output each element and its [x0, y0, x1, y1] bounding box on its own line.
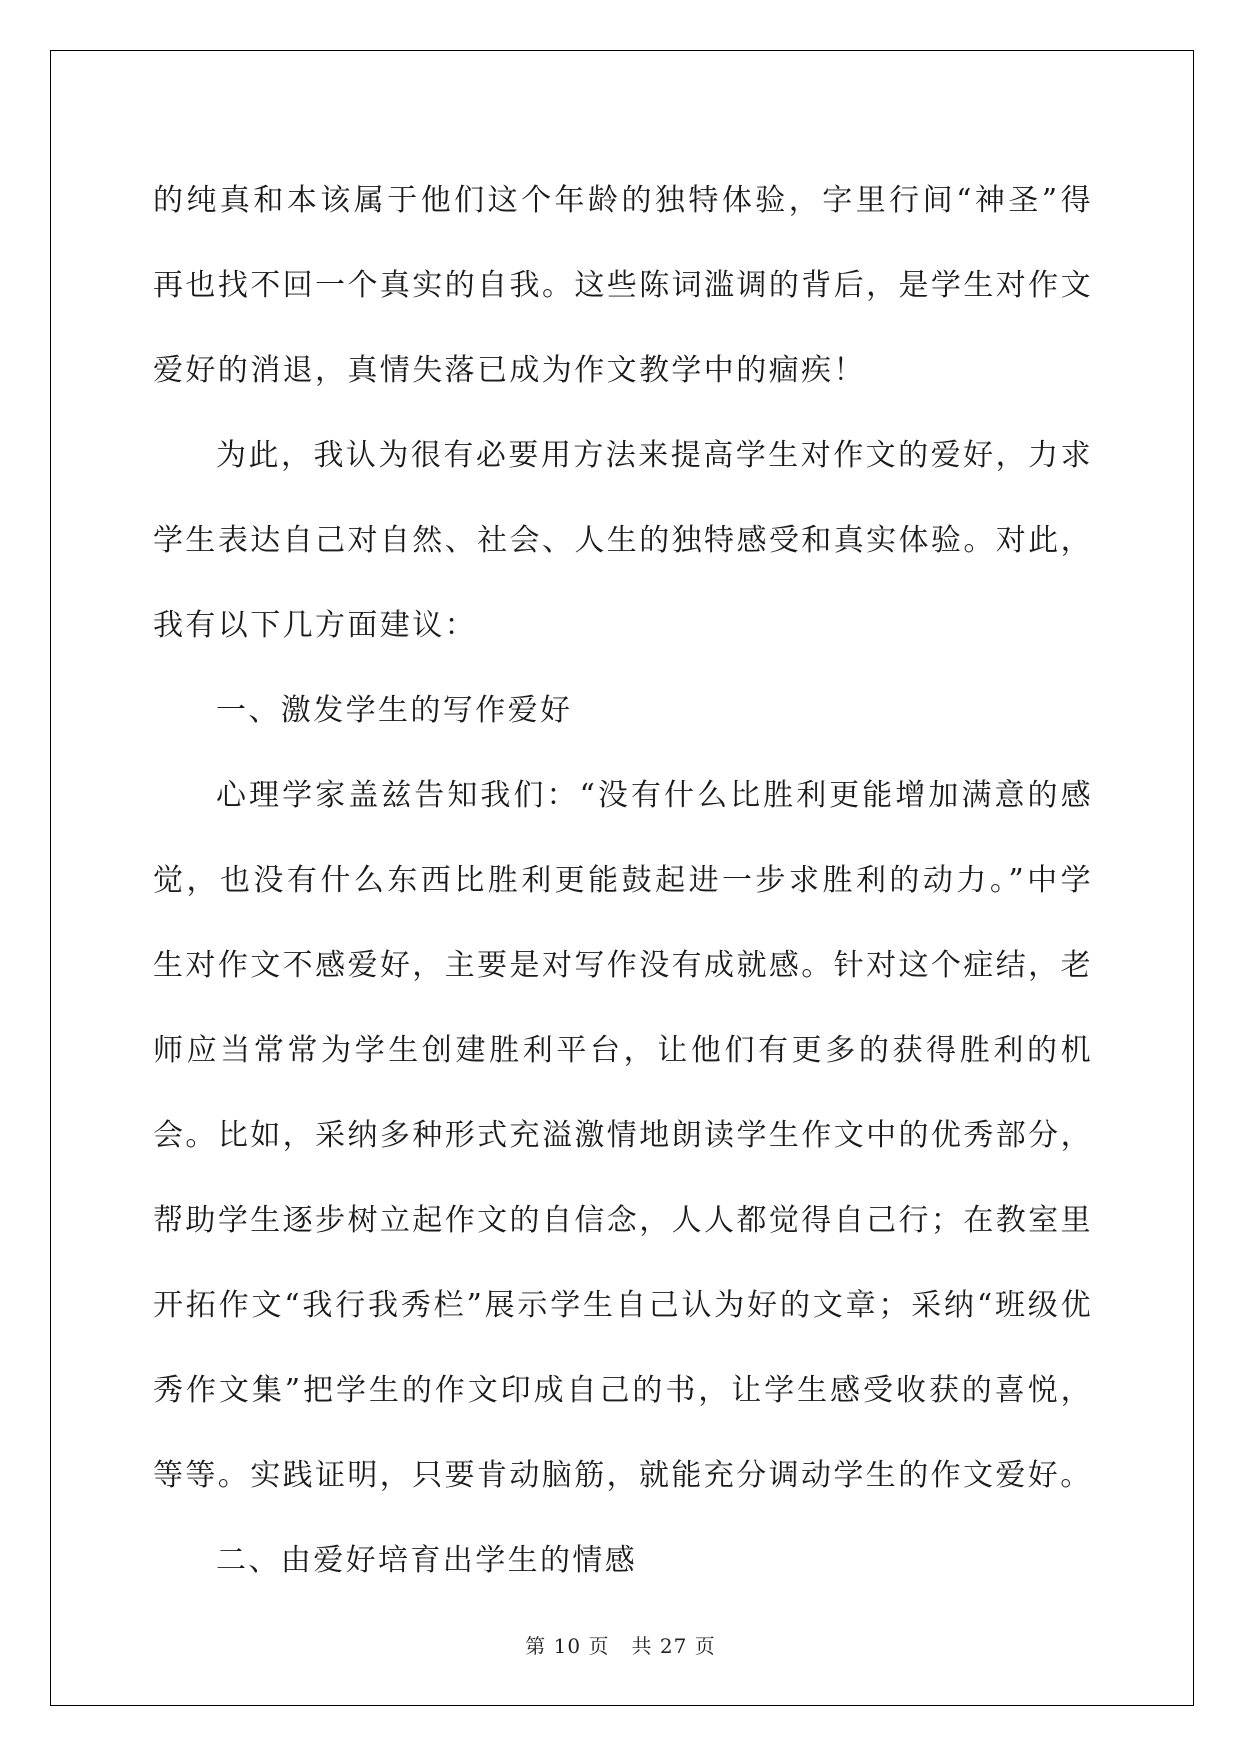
paragraph-2: 为此，我认为很有必要用方法来提高学生对作文的爱好，力求学生表达自己对自然、社会、人生的独特感受和真实体验。对此，我有以下几方面建议：	[153, 438, 1093, 643]
section-heading-1: 一、激发学生的写作爱好	[216, 693, 573, 728]
page-footer	[0, 1630, 1241, 1659]
document-body	[153, 158, 1093, 1603]
section-heading-2: 二、由爱好培育出学生的情感	[216, 1543, 638, 1578]
paragraph-1: 的纯真和本该属于他们这个年龄的独特体验，字里行间“神圣”得再也找不回一个真实的自我。这些陈词滥调的背后，是学生对作文爱好的消退，真情失落已成为作文教学中的痼疾！	[153, 183, 1093, 388]
page-number-label: 第 10 页 共 27 页	[525, 1634, 716, 1658]
paragraph-3: 心理学家盖兹告知我们：“没有什么比胜利更能增加满意的感觉，也没有什么东西比胜利更能鼓起进一步求胜利的动力。”中学生对作文不感爱好，主要是对写作没有成就感。针对这个症结，老师应当常常为学生创建胜利平台，让他们有更多的获得胜利的机会。比如，采纳多种形式充溢激情地朗读学生作文中的优秀部分，帮助学生逐步树立起作文的自信念，人人都觉得自己行；在教室里开拓作文“我行我秀栏”展示学生自己认为好的文章；采纳“班级优秀作文集”把学生的作文印成自己的书，让学生感受收获的喜悦，等等。实践证明，只要肯动脑筋，就能充分调动学生的作文爱好。	[153, 778, 1093, 1493]
